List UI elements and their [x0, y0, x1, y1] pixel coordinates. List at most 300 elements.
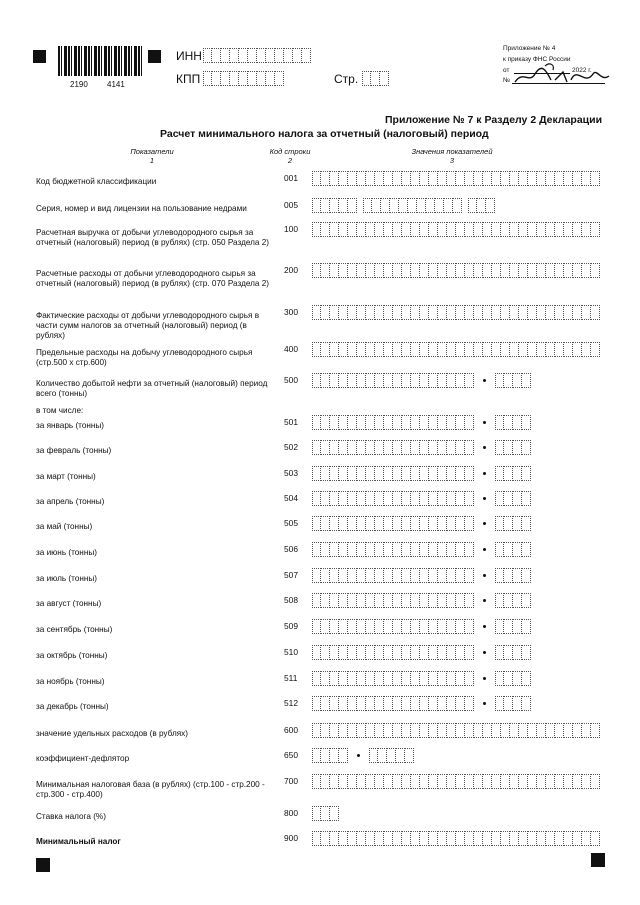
- input-cell[interactable]: [438, 415, 447, 430]
- input-cell[interactable]: [402, 305, 411, 320]
- input-cell[interactable]: [375, 415, 384, 430]
- input-cell[interactable]: [375, 542, 384, 557]
- input-cell[interactable]: [266, 71, 275, 86]
- input-cell[interactable]: [366, 415, 375, 430]
- value-field[interactable]: [312, 723, 600, 738]
- input-cell[interactable]: [321, 440, 330, 455]
- input-cell[interactable]: [393, 373, 402, 388]
- input-cell[interactable]: [330, 593, 339, 608]
- input-cell[interactable]: [438, 542, 447, 557]
- input-cell[interactable]: [447, 831, 456, 846]
- input-cell[interactable]: [519, 774, 528, 789]
- input-cell[interactable]: [510, 723, 519, 738]
- input-cell[interactable]: [504, 516, 513, 531]
- input-cell[interactable]: [573, 171, 582, 186]
- input-cell[interactable]: [420, 491, 429, 506]
- input-cell[interactable]: [504, 696, 513, 711]
- input-cell[interactable]: [348, 305, 357, 320]
- input-cell[interactable]: [522, 696, 531, 711]
- input-cell[interactable]: [555, 342, 564, 357]
- input-cell[interactable]: [357, 645, 366, 660]
- input-cell[interactable]: [438, 568, 447, 583]
- input-cell[interactable]: [393, 263, 402, 278]
- input-cell[interactable]: [357, 723, 366, 738]
- input-cell[interactable]: [495, 568, 504, 583]
- input-cell[interactable]: [339, 619, 348, 634]
- input-cell[interactable]: [513, 466, 522, 481]
- input-cell[interactable]: [375, 263, 384, 278]
- input-cell[interactable]: [312, 491, 321, 506]
- input-cell[interactable]: [555, 723, 564, 738]
- input-cell[interactable]: [339, 440, 348, 455]
- input-cell[interactable]: [537, 831, 546, 846]
- value-field[interactable]: [312, 342, 600, 357]
- input-cell[interactable]: [492, 171, 501, 186]
- input-cell[interactable]: [384, 342, 393, 357]
- input-cell[interactable]: [411, 263, 420, 278]
- input-cell[interactable]: [384, 516, 393, 531]
- input-cell[interactable]: [339, 415, 348, 430]
- input-cell[interactable]: [366, 222, 375, 237]
- input-cell[interactable]: [468, 198, 477, 213]
- input-cell[interactable]: [375, 831, 384, 846]
- input-cell[interactable]: [513, 440, 522, 455]
- input-cell[interactable]: [537, 342, 546, 357]
- input-cell[interactable]: [555, 831, 564, 846]
- input-cell[interactable]: [537, 305, 546, 320]
- input-cell[interactable]: [339, 748, 348, 763]
- input-cell[interactable]: [402, 373, 411, 388]
- input-cell[interactable]: [546, 774, 555, 789]
- input-cell[interactable]: [465, 831, 474, 846]
- input-cell[interactable]: [591, 305, 600, 320]
- input-cell[interactable]: [465, 342, 474, 357]
- input-cell[interactable]: [393, 440, 402, 455]
- input-cell[interactable]: [438, 831, 447, 846]
- input-cell[interactable]: [417, 198, 426, 213]
- input-cell[interactable]: [402, 774, 411, 789]
- input-cell[interactable]: [420, 568, 429, 583]
- input-cell[interactable]: [429, 415, 438, 430]
- input-cell[interactable]: [393, 542, 402, 557]
- input-cell[interactable]: [411, 568, 420, 583]
- input-cell[interactable]: [330, 171, 339, 186]
- input-cell[interactable]: [420, 645, 429, 660]
- input-cell[interactable]: [393, 671, 402, 686]
- input-cell[interactable]: [465, 774, 474, 789]
- input-cell[interactable]: [591, 222, 600, 237]
- input-cell[interactable]: [312, 305, 321, 320]
- input-cell[interactable]: [312, 466, 321, 481]
- input-cell[interactable]: [591, 831, 600, 846]
- input-cell[interactable]: [420, 373, 429, 388]
- input-cell[interactable]: [519, 723, 528, 738]
- page-number-field[interactable]: [362, 71, 389, 86]
- input-cell[interactable]: [465, 516, 474, 531]
- input-cell[interactable]: [393, 593, 402, 608]
- input-cell[interactable]: [402, 619, 411, 634]
- input-cell[interactable]: [522, 466, 531, 481]
- input-cell[interactable]: [348, 671, 357, 686]
- input-cell[interactable]: [438, 593, 447, 608]
- input-cell[interactable]: [366, 619, 375, 634]
- input-cell[interactable]: [420, 723, 429, 738]
- input-cell[interactable]: [230, 48, 239, 63]
- input-cell[interactable]: [339, 466, 348, 481]
- input-cell[interactable]: [438, 171, 447, 186]
- input-cell[interactable]: [402, 568, 411, 583]
- input-cell[interactable]: [411, 171, 420, 186]
- input-cell[interactable]: [348, 593, 357, 608]
- input-cell[interactable]: [348, 645, 357, 660]
- input-cell[interactable]: [366, 373, 375, 388]
- value-field[interactable]: [312, 696, 531, 711]
- input-cell[interactable]: [339, 373, 348, 388]
- input-cell[interactable]: [411, 342, 420, 357]
- value-field[interactable]: [312, 645, 531, 660]
- input-cell[interactable]: [321, 415, 330, 430]
- input-cell[interactable]: [420, 305, 429, 320]
- input-cell[interactable]: [429, 831, 438, 846]
- input-cell[interactable]: [504, 568, 513, 583]
- input-cell[interactable]: [429, 723, 438, 738]
- input-cell[interactable]: [486, 198, 495, 213]
- input-cell[interactable]: [384, 619, 393, 634]
- input-cell[interactable]: [438, 516, 447, 531]
- input-cell[interactable]: [555, 305, 564, 320]
- input-cell[interactable]: [312, 373, 321, 388]
- value-field[interactable]: [312, 619, 531, 634]
- input-cell[interactable]: [375, 373, 384, 388]
- input-cell[interactable]: [339, 342, 348, 357]
- input-cell[interactable]: [366, 263, 375, 278]
- input-cell[interactable]: [348, 619, 357, 634]
- input-cell[interactable]: [564, 831, 573, 846]
- input-cell[interactable]: [522, 491, 531, 506]
- input-cell[interactable]: [312, 806, 321, 821]
- input-cell[interactable]: [447, 516, 456, 531]
- value-field[interactable]: [312, 671, 531, 686]
- input-cell[interactable]: [393, 774, 402, 789]
- input-cell[interactable]: [429, 222, 438, 237]
- value-field[interactable]: [312, 440, 531, 455]
- input-cell[interactable]: [357, 373, 366, 388]
- input-cell[interactable]: [375, 671, 384, 686]
- input-cell[interactable]: [546, 263, 555, 278]
- input-cell[interactable]: [504, 415, 513, 430]
- input-cell[interactable]: [420, 619, 429, 634]
- input-cell[interactable]: [546, 305, 555, 320]
- input-cell[interactable]: [266, 48, 275, 63]
- input-cell[interactable]: [465, 373, 474, 388]
- value-field[interactable]: [312, 806, 339, 821]
- input-cell[interactable]: [573, 222, 582, 237]
- input-cell[interactable]: [357, 440, 366, 455]
- input-cell[interactable]: [384, 171, 393, 186]
- input-cell[interactable]: [384, 466, 393, 481]
- input-cell[interactable]: [501, 222, 510, 237]
- value-field[interactable]: [312, 415, 531, 430]
- input-cell[interactable]: [375, 222, 384, 237]
- input-cell[interactable]: [456, 466, 465, 481]
- input-cell[interactable]: [591, 263, 600, 278]
- input-cell[interactable]: [330, 373, 339, 388]
- input-cell[interactable]: [380, 71, 389, 86]
- input-cell[interactable]: [203, 48, 212, 63]
- input-cell[interactable]: [312, 516, 321, 531]
- input-cell[interactable]: [393, 831, 402, 846]
- input-cell[interactable]: [438, 263, 447, 278]
- input-cell[interactable]: [522, 671, 531, 686]
- value-field[interactable]: [312, 305, 600, 320]
- input-cell[interactable]: [384, 774, 393, 789]
- input-cell[interactable]: [366, 696, 375, 711]
- input-cell[interactable]: [312, 171, 321, 186]
- input-cell[interactable]: [348, 831, 357, 846]
- input-cell[interactable]: [546, 831, 555, 846]
- input-cell[interactable]: [321, 198, 330, 213]
- input-cell[interactable]: [555, 263, 564, 278]
- input-cell[interactable]: [339, 516, 348, 531]
- input-cell[interactable]: [522, 440, 531, 455]
- input-cell[interactable]: [312, 415, 321, 430]
- input-cell[interactable]: [339, 305, 348, 320]
- input-cell[interactable]: [528, 222, 537, 237]
- input-cell[interactable]: [239, 48, 248, 63]
- input-cell[interactable]: [564, 171, 573, 186]
- input-cell[interactable]: [357, 568, 366, 583]
- input-cell[interactable]: [366, 593, 375, 608]
- input-cell[interactable]: [375, 171, 384, 186]
- input-cell[interactable]: [504, 466, 513, 481]
- input-cell[interactable]: [384, 263, 393, 278]
- input-cell[interactable]: [474, 263, 483, 278]
- input-cell[interactable]: [501, 342, 510, 357]
- input-cell[interactable]: [573, 305, 582, 320]
- input-cell[interactable]: [429, 373, 438, 388]
- input-cell[interactable]: [321, 222, 330, 237]
- input-cell[interactable]: [393, 568, 402, 583]
- input-cell[interactable]: [411, 593, 420, 608]
- input-cell[interactable]: [411, 671, 420, 686]
- input-cell[interactable]: [582, 171, 591, 186]
- input-cell[interactable]: [321, 593, 330, 608]
- input-cell[interactable]: [513, 645, 522, 660]
- value-field[interactable]: [312, 466, 531, 481]
- input-cell[interactable]: [384, 696, 393, 711]
- input-cell[interactable]: [504, 645, 513, 660]
- input-cell[interactable]: [396, 748, 405, 763]
- input-cell[interactable]: [504, 619, 513, 634]
- input-cell[interactable]: [537, 222, 546, 237]
- input-cell[interactable]: [519, 263, 528, 278]
- input-cell[interactable]: [362, 71, 371, 86]
- inn-field[interactable]: [203, 48, 311, 63]
- input-cell[interactable]: [321, 263, 330, 278]
- input-cell[interactable]: [363, 198, 372, 213]
- input-cell[interactable]: [221, 71, 230, 86]
- input-cell[interactable]: [375, 466, 384, 481]
- input-cell[interactable]: [429, 491, 438, 506]
- input-cell[interactable]: [375, 619, 384, 634]
- input-cell[interactable]: [402, 542, 411, 557]
- input-cell[interactable]: [495, 593, 504, 608]
- input-cell[interactable]: [312, 263, 321, 278]
- input-cell[interactable]: [330, 516, 339, 531]
- input-cell[interactable]: [357, 593, 366, 608]
- input-cell[interactable]: [411, 305, 420, 320]
- input-cell[interactable]: [483, 171, 492, 186]
- input-cell[interactable]: [384, 305, 393, 320]
- input-cell[interactable]: [474, 774, 483, 789]
- value-field[interactable]: [312, 568, 531, 583]
- input-cell[interactable]: [330, 806, 339, 821]
- input-cell[interactable]: [564, 723, 573, 738]
- input-cell[interactable]: [390, 198, 399, 213]
- input-cell[interactable]: [375, 723, 384, 738]
- input-cell[interactable]: [321, 723, 330, 738]
- input-cell[interactable]: [504, 542, 513, 557]
- input-cell[interactable]: [366, 568, 375, 583]
- input-cell[interactable]: [465, 593, 474, 608]
- input-cell[interactable]: [366, 723, 375, 738]
- input-cell[interactable]: [495, 415, 504, 430]
- input-cell[interactable]: [393, 491, 402, 506]
- input-cell[interactable]: [522, 542, 531, 557]
- input-cell[interactable]: [447, 305, 456, 320]
- input-cell[interactable]: [438, 466, 447, 481]
- input-cell[interactable]: [366, 466, 375, 481]
- input-cell[interactable]: [384, 542, 393, 557]
- input-cell[interactable]: [456, 263, 465, 278]
- input-cell[interactable]: [408, 198, 417, 213]
- input-cell[interactable]: [402, 593, 411, 608]
- input-cell[interactable]: [420, 831, 429, 846]
- input-cell[interactable]: [420, 774, 429, 789]
- input-cell[interactable]: [357, 222, 366, 237]
- input-cell[interactable]: [495, 542, 504, 557]
- input-cell[interactable]: [330, 491, 339, 506]
- input-cell[interactable]: [495, 466, 504, 481]
- input-cell[interactable]: [330, 198, 339, 213]
- input-cell[interactable]: [375, 491, 384, 506]
- input-cell[interactable]: [519, 305, 528, 320]
- input-cell[interactable]: [555, 222, 564, 237]
- input-cell[interactable]: [321, 542, 330, 557]
- input-cell[interactable]: [348, 696, 357, 711]
- input-cell[interactable]: [312, 723, 321, 738]
- input-cell[interactable]: [411, 440, 420, 455]
- input-cell[interactable]: [456, 723, 465, 738]
- input-cell[interactable]: [447, 542, 456, 557]
- input-cell[interactable]: [513, 373, 522, 388]
- value-field[interactable]: [312, 831, 600, 846]
- input-cell[interactable]: [429, 774, 438, 789]
- input-cell[interactable]: [348, 342, 357, 357]
- input-cell[interactable]: [591, 723, 600, 738]
- input-cell[interactable]: [366, 831, 375, 846]
- input-cell[interactable]: [375, 305, 384, 320]
- input-cell[interactable]: [435, 198, 444, 213]
- input-cell[interactable]: [248, 71, 257, 86]
- input-cell[interactable]: [528, 342, 537, 357]
- input-cell[interactable]: [456, 542, 465, 557]
- input-cell[interactable]: [495, 645, 504, 660]
- input-cell[interactable]: [384, 568, 393, 583]
- input-cell[interactable]: [492, 831, 501, 846]
- input-cell[interactable]: [411, 723, 420, 738]
- input-cell[interactable]: [339, 645, 348, 660]
- input-cell[interactable]: [330, 466, 339, 481]
- input-cell[interactable]: [447, 645, 456, 660]
- input-cell[interactable]: [402, 415, 411, 430]
- input-cell[interactable]: [522, 645, 531, 660]
- input-cell[interactable]: [495, 373, 504, 388]
- input-cell[interactable]: [411, 774, 420, 789]
- input-cell[interactable]: [420, 222, 429, 237]
- input-cell[interactable]: [456, 171, 465, 186]
- input-cell[interactable]: [456, 373, 465, 388]
- input-cell[interactable]: [393, 516, 402, 531]
- input-cell[interactable]: [456, 222, 465, 237]
- input-cell[interactable]: [275, 71, 284, 86]
- input-cell[interactable]: [312, 593, 321, 608]
- input-cell[interactable]: [384, 831, 393, 846]
- input-cell[interactable]: [438, 645, 447, 660]
- input-cell[interactable]: [492, 222, 501, 237]
- input-cell[interactable]: [513, 619, 522, 634]
- input-cell[interactable]: [330, 696, 339, 711]
- input-cell[interactable]: [420, 415, 429, 430]
- input-cell[interactable]: [537, 723, 546, 738]
- input-cell[interactable]: [369, 748, 378, 763]
- input-cell[interactable]: [366, 491, 375, 506]
- input-cell[interactable]: [402, 440, 411, 455]
- input-cell[interactable]: [348, 263, 357, 278]
- input-cell[interactable]: [384, 222, 393, 237]
- input-cell[interactable]: [411, 696, 420, 711]
- input-cell[interactable]: [339, 696, 348, 711]
- input-cell[interactable]: [474, 723, 483, 738]
- input-cell[interactable]: [366, 774, 375, 789]
- input-cell[interactable]: [513, 593, 522, 608]
- input-cell[interactable]: [510, 171, 519, 186]
- input-cell[interactable]: [420, 696, 429, 711]
- input-cell[interactable]: [444, 198, 453, 213]
- input-cell[interactable]: [330, 831, 339, 846]
- input-cell[interactable]: [402, 466, 411, 481]
- input-cell[interactable]: [510, 831, 519, 846]
- input-cell[interactable]: [495, 671, 504, 686]
- input-cell[interactable]: [321, 774, 330, 789]
- input-cell[interactable]: [492, 342, 501, 357]
- input-cell[interactable]: [465, 696, 474, 711]
- value-field[interactable]: [312, 542, 531, 557]
- input-cell[interactable]: [456, 342, 465, 357]
- input-cell[interactable]: [510, 305, 519, 320]
- input-cell[interactable]: [366, 516, 375, 531]
- input-cell[interactable]: [465, 723, 474, 738]
- input-cell[interactable]: [321, 645, 330, 660]
- input-cell[interactable]: [528, 831, 537, 846]
- input-cell[interactable]: [411, 831, 420, 846]
- input-cell[interactable]: [402, 171, 411, 186]
- input-cell[interactable]: [384, 593, 393, 608]
- input-cell[interactable]: [330, 342, 339, 357]
- input-cell[interactable]: [519, 222, 528, 237]
- input-cell[interactable]: [312, 774, 321, 789]
- input-cell[interactable]: [357, 415, 366, 430]
